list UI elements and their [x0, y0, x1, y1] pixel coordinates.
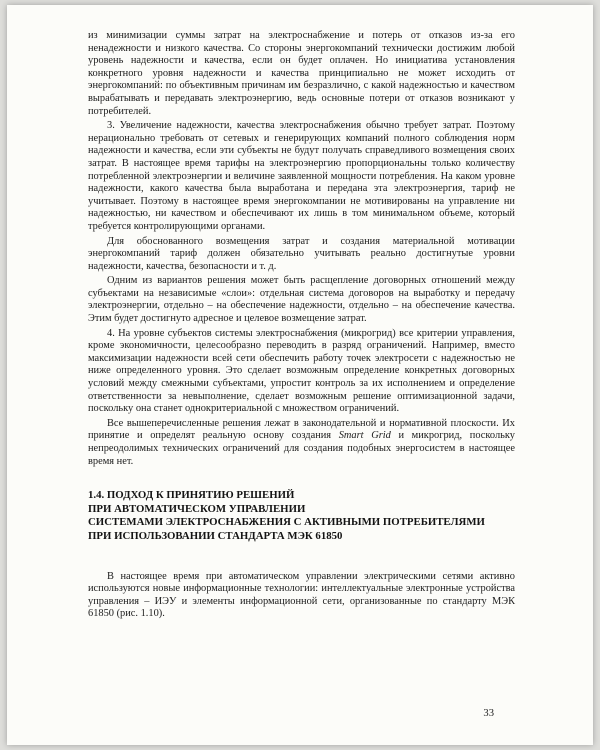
heading-line-4: ПРИ ИСПОЛЬЗОВАНИИ СТАНДАРТА МЭК 61850: [88, 529, 343, 542]
section-heading: [88, 489, 515, 543]
text-block: [88, 30, 515, 623]
heading-line-1: 1.4. ПОДХОД К ПРИНЯТИЮ РЕШЕНИЙ: [88, 489, 295, 502]
paragraph-item-3: 3. Увеличение надежности, качества электроснабжения обычно требует затрат. Поэтому нерационально требовать от сетевых и генерирующих компаний полного соблюдения норм надежности и качества, если эти субъекты не будут получать справедливого возмещения своих затрат. В настоящее время тарифы на электроэнергию пропорциональны только количеству потребленной электроэнергии и величине заявленной мощности потребления. На каком уровне надежности, какого качества была выработана и передана эта электроэнергия, тариф не учитывает. Поэтому в настоящее время энергокомпании не мотивированы на управление ни надежностью, ни качеством и обеспечивают их лишь в том минимальном объеме, который требуется контролирующими органами.: [88, 120, 515, 232]
conclusion-text-after: и микрогрид, поскольку непреодолимых технических ограничений для создания подобных энергосистем в настоящее время нет.: [88, 430, 515, 467]
page-number: 33: [483, 708, 494, 719]
paragraph-item-4: 4. На уровне субъектов системы электроснабжения (микрогрид) все критерии управления, кроме экономичности, целесообразно переводить в разряд ограничений. Например, вместо максимизации надежности всей сети обеспечить работу точек электросети с надежностью не ниже определенного уровня. Это сделает возможным определение конкретных договорных условий между смежными субъектами, упростит контроль за их исполнением и определение ответственности за невыполнение, сделает возможным решение оптимизационной задачи, поскольку она станет однокритериальной с множеством ограничений.: [88, 327, 515, 415]
paragraph-tariff: Для обоснованного возмещения затрат и создания материальной мотивации энергокомпаний тариф должен обязательно учитывать реально достигнутые уровни надежности, качества, безопасности и т. д.: [88, 235, 515, 272]
conclusion-text-before: Все вышеперечисленные решения лежат в законодательной и нормативной плоскости. Их принятие и определят реальную основу создания: [88, 417, 515, 442]
heading-line-3: СИСТЕМАМИ ЭЛЕКТРОСНАБЖЕНИЯ С АКТИВНЫМИ ПОТРЕБИТЕЛЯМИ: [88, 516, 485, 529]
paragraph-continuation: из минимизации суммы затрат на электроснабжение и потерь от отказов из-за его ненадежности и низкого качества. Со стороны энергокомпаний технически достижим любой уровень надежности и качества, если он будет оплачен. Но инициатива установления конкретного уровня надежности и качества принципиально не может исходить от энергокомпаний: по объективным причинам им безразлично, с какой надежностью и качеством вырабатывать и передавать электроэнергию, ведь основные потери от отказов возникают у потребителей.: [88, 30, 515, 117]
document-page: [7, 5, 593, 745]
paragraph-iec61850: В настоящее время при автоматическом управлении электрическими сетями активно используются новые информационные технологии: интеллектуальные электронные устройства управления – ИЭУ и элементы информационной сети, организованные по стандарту МЭК 61850 (рис. 1.10).: [88, 570, 515, 620]
heading-line-2: ПРИ АВТОМАТИЧЕСКОМ УПРАВЛЕНИИ: [88, 502, 306, 515]
smart-grid-term: Smart Grid: [338, 430, 391, 442]
paragraph-contracts: Одним из вариантов решения может быть расщепление договорных отношений между субъектами на независимые «слои»: отдельная система договоров на выработку и передачу электроэнергии, отдельно – на обеспечение надежности, отдельно – на обеспечение качества. Этим будет достигнуто адресное и целевое возмещение затрат.: [88, 275, 515, 325]
paragraph-conclusion: [88, 418, 515, 468]
